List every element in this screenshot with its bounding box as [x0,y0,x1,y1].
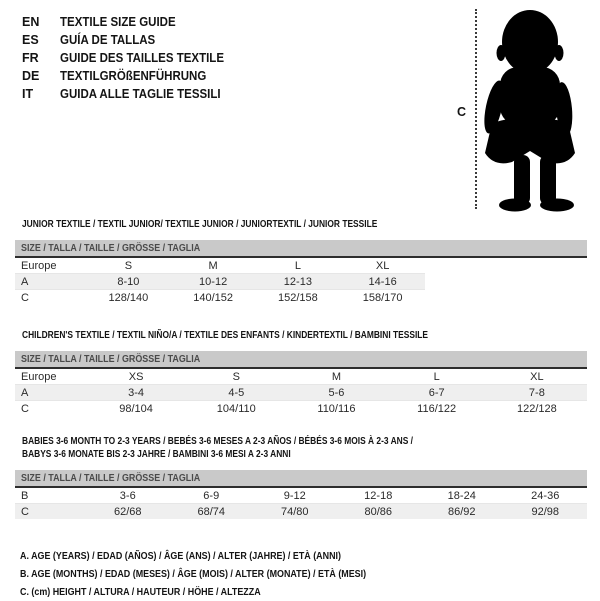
row-label-cell: Europe [21,370,57,383]
table-row [15,385,587,401]
value-cell: 68/74 [197,505,226,518]
lang-code: ES [22,33,39,47]
legend-line-a: A. AGE (YEARS) / EDAD (AÑOS) / ÂGE (ANS) / ALTER (JAHRE) / ETÀ (ANNI) [20,550,341,562]
value-cell: M [331,370,342,383]
lang-label: GUÍA DE TALLAS [60,33,156,47]
value-cell: M [208,259,218,272]
value-cell: 62/68 [113,505,142,518]
value-cell: 24-36 [531,489,560,502]
babies-size-header-bar [15,470,587,488]
value-cell: 80/86 [364,505,393,518]
table-row [15,274,425,290]
value-cell: 104/110 [216,402,256,415]
row-label-cell: A [21,275,29,288]
value-cell: S [124,259,133,272]
value-cell: 5-6 [328,386,345,399]
row-label-cell: B [21,489,29,502]
value-cell: L [433,370,440,383]
junior-size-table [15,258,425,305]
children-size-header-bar [15,351,587,369]
children-size-table [15,369,587,416]
lang-label: TEXTILE SIZE GUIDE [60,15,176,29]
row-label-cell: A [21,386,29,399]
babies-size-table [15,488,587,519]
lang-row-de [22,67,238,85]
value-cell: 3-6 [119,489,136,502]
value-cell: 7-8 [528,386,545,399]
value-cell: 86/92 [447,505,476,518]
table-row [15,290,425,306]
value-cell: 98/104 [119,402,153,415]
lang-label: GUIDE DES TAILLES TEXTILE [60,51,225,65]
value-cell: L [294,259,301,272]
value-cell: 18-24 [447,489,476,502]
value-cell: 116/122 [417,402,457,415]
row-label-cell: C [21,402,29,415]
babies-section-title-line1: BABIES 3-6 MONTH TO 2-3 YEARS / BEBÉS 3-6 MESES A 2-3 AÑOS / BÉBÉS 3-6 MOIS À 2-3 ANS / [22,435,414,447]
value-cell: 152/158 [277,291,318,304]
value-cell: 6-7 [428,386,445,399]
value-cell: 158/170 [362,291,403,304]
lang-row-es [22,31,238,49]
value-cell: 12-18 [364,489,393,502]
size-header-label: SIZE / TALLA / TAILLE / GRÖSSE / TAGLIA [21,242,201,254]
lang-label: TEXTILGRÖßENFÜHRUNG [60,69,207,83]
children-textile-section [15,329,587,416]
lang-row-fr [22,49,238,67]
table-row [15,258,425,274]
table-row [15,369,587,385]
junior-textile-section [15,218,587,305]
height-c-label: C [457,105,467,119]
row-label-cell: C [21,505,29,518]
size-tables-area [15,212,587,601]
value-cell: 9-12 [283,489,306,502]
junior-size-header-bar [15,240,587,258]
height-dotted-line [475,9,477,209]
lang-code: EN [22,15,40,29]
value-cell: 122/128 [516,402,557,415]
height-measure-figure [449,5,597,217]
row-label-cell: Europe [21,259,57,272]
value-cell: 14-16 [368,275,397,288]
value-cell: 3-4 [128,386,145,399]
size-header-label: SIZE / TALLA / TAILLE / GRÖSSE / TAGLIA [21,353,201,365]
baby-silhouette-icon [478,5,593,215]
junior-section-title: JUNIOR TEXTILE / TEXTIL JUNIOR/ TEXTILE JUNIOR / JUNIORTEXTIL / JUNIOR TESSILE [22,218,378,230]
value-cell: 74/80 [280,505,309,518]
table-row [15,401,587,417]
legend-line-c: C. (cm) HEIGHT / ALTURA / HAUTEUR / HÖHE / ALTEZZA [20,586,261,598]
lang-label: GUIDA ALLE TAGLIE TESSILI [60,87,221,101]
value-cell: 140/152 [193,291,233,304]
table-row [15,504,587,520]
size-header-label: SIZE / TALLA / TAILLE / GRÖSSE / TAGLIA [21,472,201,484]
lang-row-it [22,85,238,103]
value-cell: 12-13 [283,275,312,288]
value-cell: 6-9 [203,489,220,502]
value-cell: XS [128,370,144,383]
value-cell: 128/140 [108,291,149,304]
value-cell: 10-12 [199,275,228,288]
legend-block [20,547,587,601]
value-cell: 8-10 [117,275,140,288]
value-cell: 92/98 [531,505,560,518]
value-cell: XL [375,259,390,272]
babies-section-title-line2: BABYS 3-6 MONATE BIS 2-3 JAHRE / BAMBINI 3-6 MESI A 2-3 ANNI [22,448,291,460]
lang-code: DE [22,69,40,83]
lang-code: FR [22,51,39,65]
children-section-title: CHILDREN'S TEXTILE / TEXTIL NIÑO/A / TEXTILE DES ENFANTS / KINDERTEXTIL / BAMBINI TESSILE [22,329,429,341]
language-header [22,13,238,103]
row-label-cell: C [21,291,29,304]
value-cell: 4-5 [228,386,245,399]
value-cell: XL [530,370,544,383]
lang-row-en [22,13,238,31]
lang-code: IT [22,87,34,101]
value-cell: 110/116 [317,402,356,415]
babies-textile-section [15,435,587,519]
table-row [15,488,587,504]
value-cell: S [232,370,240,383]
legend-line-b: B. AGE (MONTHS) / EDAD (MESES) / ÂGE (MOIS) / ALTER (MONATE) / ETÀ (MESI) [20,568,367,580]
